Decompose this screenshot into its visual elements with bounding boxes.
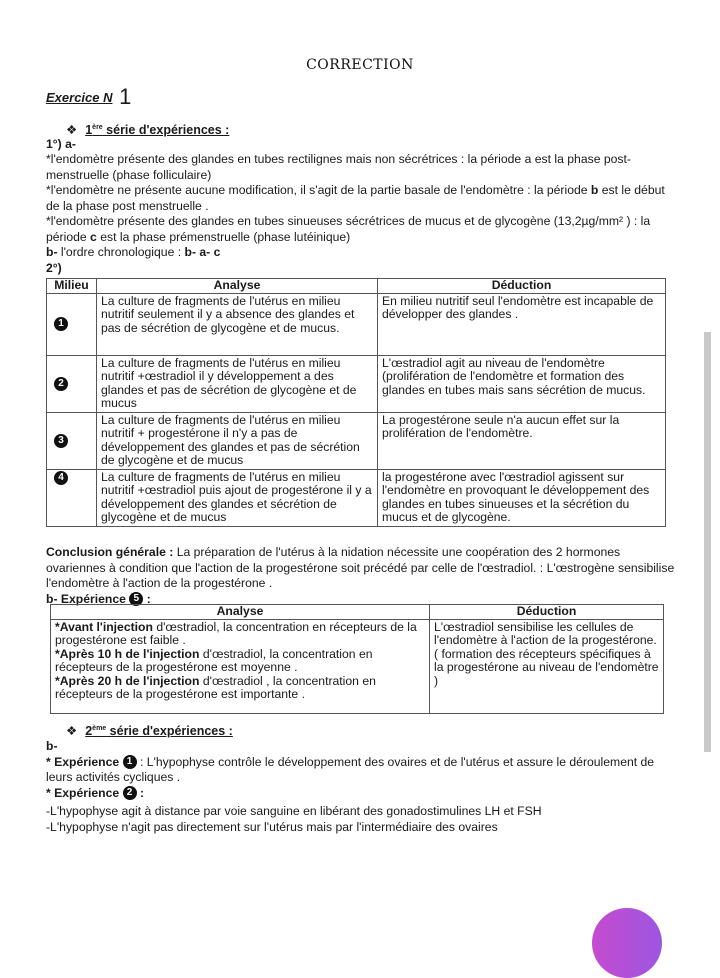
serie-1-num: 1	[85, 123, 93, 137]
conclusion-text: La préparation de l'utérus à la nidation nécessite une coopération des 2 hormones ovariennes à condition que l'action de la progestérone soit précédé par celle de l'œstradiol. : L'œstrogène sensibilise l'endomètre à l'action de la progestérone .	[46, 545, 675, 590]
page-title: CORRECTION	[306, 57, 414, 73]
serie-1-label: série d'expériences :	[102, 123, 230, 137]
deduction-cell: la progestérone avec l'œstradiol agissent sur l'endomètre en provoquant le développement des glandes en tubes sinueuses et la sécrétion du mucus et de glycogène.	[378, 469, 666, 526]
table-header	[47, 279, 666, 294]
analyse-cell	[51, 619, 430, 713]
milieu-cell	[47, 412, 97, 469]
experience-2-heading	[46, 786, 676, 802]
table-row	[47, 412, 666, 469]
analyse-cell: La culture de fragments de l'utérus en milieu nutritif +œstradiol puis ajout de progestérone il y a développement des glandes et sécrétion de glycogène et de mucus	[97, 469, 378, 526]
conclusion-label: Conclusion générale :	[46, 545, 174, 559]
experience-5-label: b- Expérience	[46, 591, 126, 606]
item-label: *Après 20 h de l'injection	[55, 673, 200, 688]
analyse-cell: La culture de fragments de l'utérus en milieu nutritif + progestérone il n'y a pas de développement des glandes et pas de sécrétion de glycogène et de mucus	[97, 412, 378, 469]
order-answer: b- a- c	[184, 245, 221, 259]
floating-action-button[interactable]	[592, 908, 662, 978]
exercise-heading	[46, 84, 131, 110]
experience-label: * Expérience	[46, 754, 120, 769]
analyse-item	[55, 648, 425, 675]
experience-2-line: -L'hypophyse agit à distance par voie sanguine en libérant des gonadostimulines LH et FSH	[46, 804, 542, 818]
milieu-cell	[47, 469, 97, 526]
circled-number-icon: 4	[54, 471, 68, 485]
analyse-cell: La culture de fragments de l'utérus en milieu nutritif +œstradiol il y développement a des glandes et pas de sécrétion de glycogène et de mucus	[97, 355, 378, 412]
colon: :	[143, 591, 151, 606]
results-table-1	[46, 278, 666, 527]
serie-2-heading	[66, 723, 233, 738]
item-text: d'œstradiol , la concentration en récepteurs de la progestérone est importante .	[55, 673, 376, 701]
results-table-2	[50, 604, 664, 714]
header-milieu: Milieu	[47, 279, 97, 294]
question-2-label: 2°)	[46, 260, 62, 275]
b-label: b-	[46, 739, 58, 753]
table-row	[51, 619, 664, 713]
period-letter: b	[590, 183, 599, 197]
serie-2-sup: ème	[92, 724, 107, 732]
header-deduction: Déduction	[378, 279, 666, 294]
diamond-bullet-icon: ❖	[66, 123, 78, 137]
item-text: d'œstradiol, la concentration en récepteurs de la progestérone est faible .	[55, 619, 417, 647]
colon: :	[136, 785, 145, 800]
table-row	[47, 469, 666, 526]
text: l'ordre chronologique :	[57, 245, 185, 259]
circled-number-icon: 2	[54, 377, 68, 391]
diamond-bullet-icon: ❖	[66, 724, 78, 738]
question-1a-label: 1°) a-	[46, 137, 76, 151]
item-text: d'œstradiol, la concentration en récepteurs de la progestérone est moyenne .	[55, 646, 373, 674]
period-letter: c	[90, 229, 97, 244]
exercise-label: Exercice N	[46, 90, 113, 105]
answer-line-a: *l'endomètre présente des glandes en tubes rectilignes mais non sécrétrices : la période a est la phase post-menstruelle (phase folliculaire)	[46, 152, 631, 182]
exercise-number: 1	[119, 84, 132, 109]
circled-number-icon: 1	[54, 317, 68, 331]
serie-2-answers	[46, 739, 676, 835]
header-analyse: Analyse	[51, 605, 430, 620]
circled-number-icon: 5	[129, 592, 143, 606]
table-row	[47, 355, 666, 412]
experience-label: * Expérience	[46, 785, 120, 800]
text: est le début de la phase post menstruelle .	[46, 183, 665, 213]
text: *l'endomètre présente des glandes en tubes sinueuses sécrétrices de mucus et de glycogène (13,2µg/mm² ) : la période	[46, 214, 651, 244]
table-row	[47, 293, 666, 355]
b-label: b-	[46, 245, 58, 259]
item-label: *Avant l'injection	[55, 619, 153, 634]
deduction-cell: L'œstradiol agit au niveau de l'endomètre (prolifération de l'endomètre et formation des glandes en tubes mais sans sécrétion de mucus.	[378, 355, 666, 412]
text: est la phase prémenstruelle (phase lutéinique)	[96, 229, 351, 244]
serie-2-num: 2	[85, 724, 93, 738]
table-header	[51, 605, 664, 620]
analyse-item	[55, 621, 425, 648]
experience-2-line: -L'hypophyse n'agit pas directement sur l'utérus mais par l'intermédiaire des ovaires	[46, 819, 498, 834]
analyse-item	[55, 675, 425, 712]
answer-line-c	[46, 214, 676, 245]
deduction-cell: L'œstradiol sensibilise les cellules de l'endomètre à l'action de la progestérone.( formation des récepteurs spécifiques à la progestérone au niveau de l'endomètre )	[430, 619, 664, 713]
circled-number-icon: 1	[123, 755, 137, 769]
vertical-scrollbar[interactable]	[704, 332, 711, 752]
experience-1-answer	[46, 755, 676, 786]
milieu-cell	[47, 293, 97, 355]
milieu-cell	[47, 355, 97, 412]
serie-2-label: série d'expériences :	[106, 724, 233, 738]
text: *l'endomètre ne présente aucune modification, il s'agit de la partie basale de l'endomètre : la période	[46, 183, 591, 197]
circled-number-icon: 2	[123, 786, 137, 800]
question-1a-answer	[46, 152, 676, 276]
answer-line-b	[46, 183, 676, 214]
serie-1-sup: ère	[92, 123, 103, 131]
general-conclusion	[46, 545, 676, 607]
serie-1-heading	[66, 122, 229, 137]
deduction-cell: En milieu nutritif seul l'endomètre est incapable de développer des glandes .	[378, 293, 666, 355]
deduction-cell: La progestérone seule n'a aucun effet sur la prolifération de l'endomètre.	[378, 412, 666, 469]
header-analyse: Analyse	[97, 279, 378, 294]
circled-number-icon: 3	[54, 434, 68, 448]
analyse-cell: La culture de fragments de l'utérus en milieu nutritif seulement il y a absence des glandes et pas de sécrétion de glycogène et de mucus.	[97, 293, 378, 355]
item-label: *Après 10 h de l'injection	[55, 646, 200, 661]
chronological-order	[46, 245, 676, 261]
experience-text: : L'hypophyse contrôle le développement des ovaires et de l'utérus et assure le déroulement de leurs activités cycliques .	[46, 754, 655, 784]
header-deduction: Déduction	[430, 605, 664, 620]
